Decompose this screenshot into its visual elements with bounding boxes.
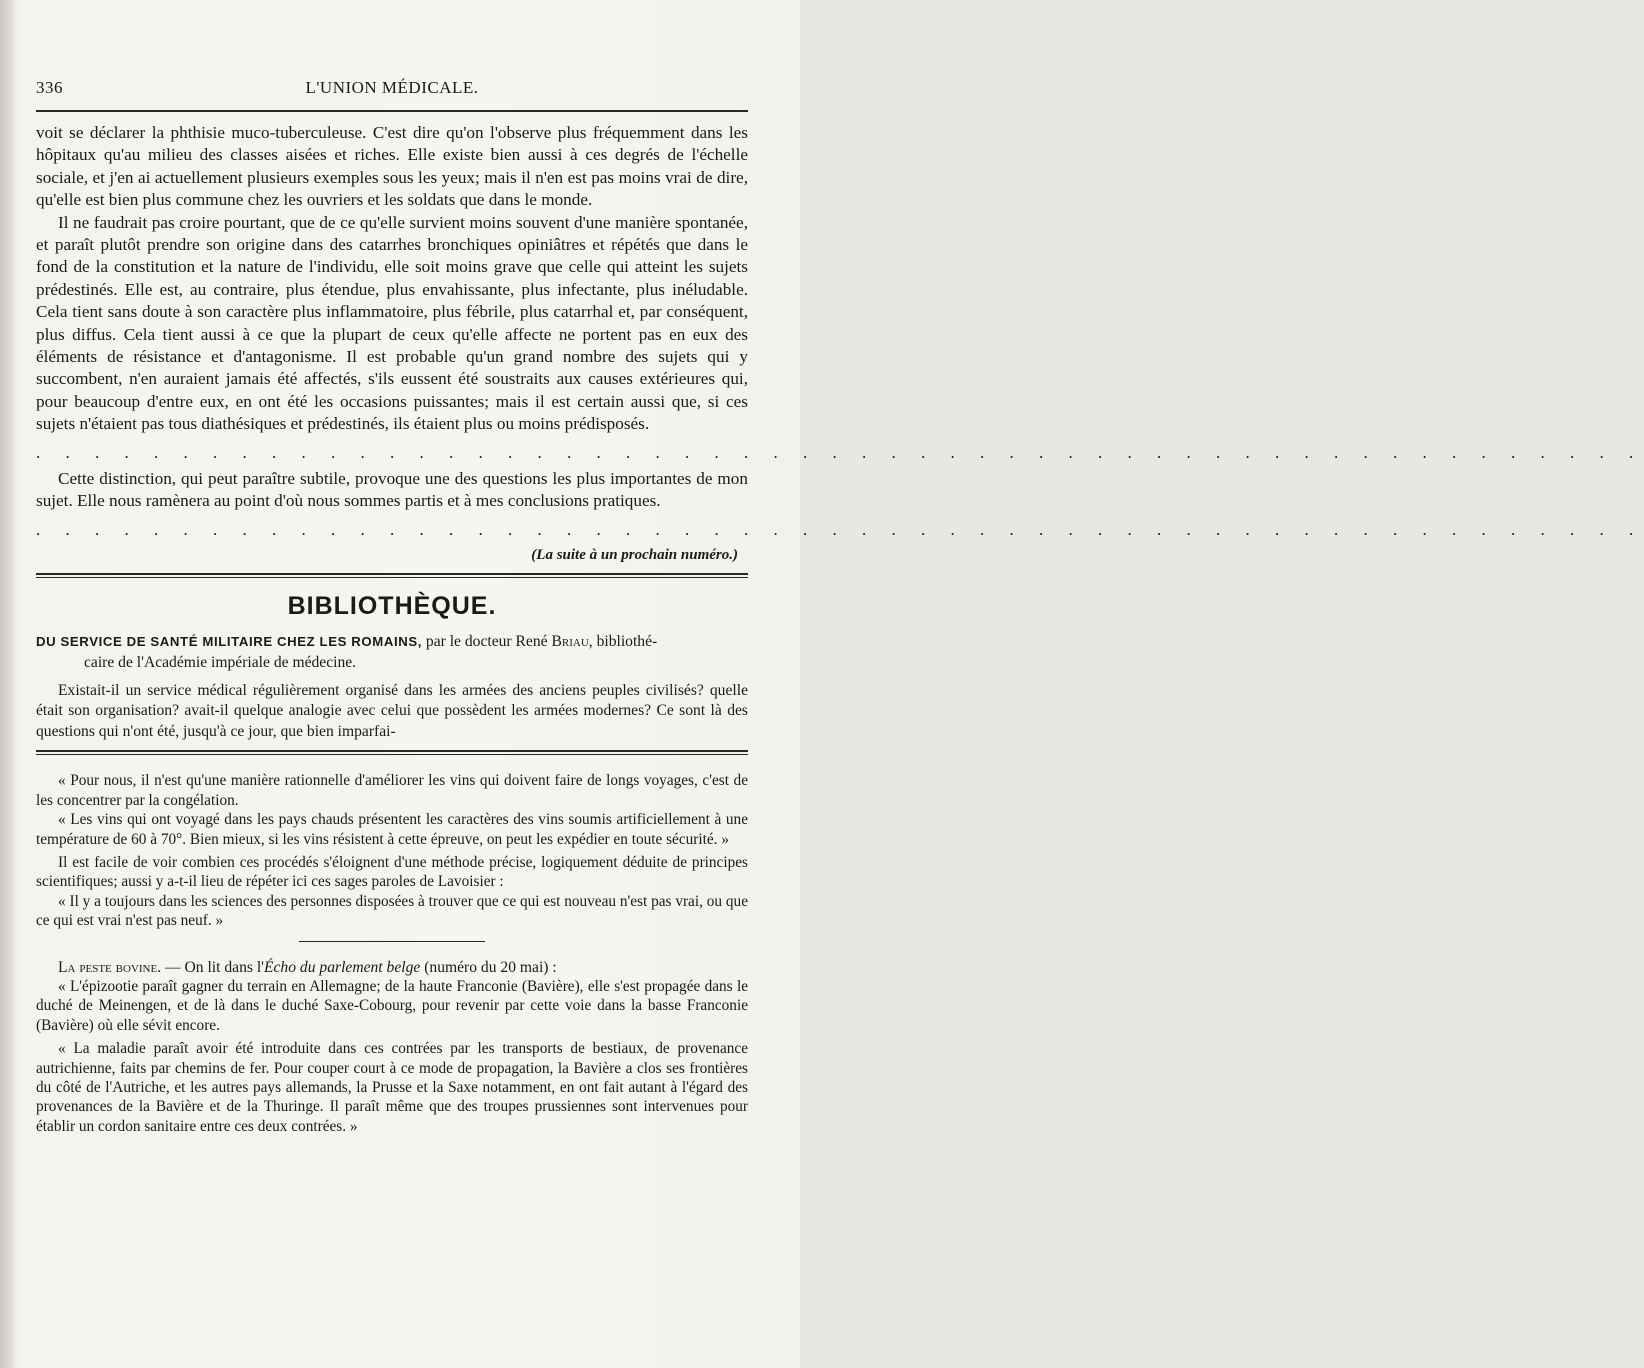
book-author-role-1: , bibliothé- <box>588 632 658 650</box>
ellipsis-dots-1: . . . . . . . . . . . . . . . . . . . . . . . . . . . . . . . . . . . . . . . . . . . . . . . . . . . . . . . <box>36 442 1644 462</box>
vins-paragraph-4: « Il y a toujours dans les sciences des personnes disposées à trouver que ce qui est nouveau n'est pas vrai, ou que ce qui est vrai n'est pas neuf. » <box>36 892 748 930</box>
page-content <box>36 74 1644 1136</box>
book-entry <box>36 631 748 652</box>
book-spine-shadow <box>0 0 14 1368</box>
ellipsis-dots-2: . . . . . . . . . . . . . . . . . . . . . . . . . . . . . . . . . . . . . . . . . . . . . . . . . . . . . . . <box>36 519 1644 539</box>
book-title: DU SERVICE DE SANTÉ MILITAIRE CHEZ LES ROMAINS, <box>36 633 422 649</box>
header-rule <box>36 110 748 112</box>
section-rule <box>36 573 748 578</box>
peste-lead-end: (numéro du 20 mai) : <box>420 958 557 976</box>
article-paragraph-2: Il ne faudrait pas croire pourtant, que de ce qu'elle survient moins souvent d'une manière spontanée, et paraît plutôt prendre son origine dans des catarrhes bronchiques opiniâtres et répétés que dans le fond de la constitution et la nature de l'individu, elle soit moins grave que celle qui atteint les sujets prédestinés. Elle est, au contraire, plus étendue, plus envahissante, plus infectante, plus inéludable. Cela tient sans doute à son caractère plus inflammatoire, plus fébrile, plus catarrhal et, par conséquent, plus diffus. Cela tient aussi à ce que la plupart de ceux qu'elle affecte ne portent pas en eux des éléments de résistance et d'antagonisme. Il est probable qu'un grand nombre des sujets qui y succombent, n'en auraient jamais été affectés, s'ils eussent été soustraits aux causes extérieures qui, pour beaucoup d'entre eux, en ont été les occasions puissantes; mais il est certain aussi que, si ces sujets n'étaient pas tous diathésiques et prédestinés, ils étaient plus ou moins prédisposés. <box>36 212 748 434</box>
section-title-bibliotheque: BIBLIOTHÈQUE. <box>287 591 497 620</box>
page-number: 336 <box>36 78 63 97</box>
feuilleton-rule <box>36 750 748 755</box>
vins-paragraph-1: « Pour nous, il n'est qu'une manière rationnelle d'améliorer les vins qui doivent faire de longs voyages, c'est de les concentrer par la congélation. <box>36 772 748 809</box>
to-be-continued: (La suite à un prochain numéro.) <box>531 546 738 563</box>
article-paragraph-3: Cette distinction, qui peut paraître subtile, provoque une des questions les plus importantes de mon sujet. Elle nous ramènera au point d'où nous sommes partis et à mes conclusions pratiques. <box>36 468 748 511</box>
bibliotheque-paragraph: Existait-il un service médical régulièrement organisé dans les armées des anciens peuples civilisés? quelle était son organisation? avait-il quelque analogie avec celui que possèdent les armées modernes? Ce sont là des questions qui n'ont été, jusqu'à ce jour, que bien imparfai- <box>36 681 748 740</box>
running-header <box>36 74 748 102</box>
peste-paragraph-2: « La maladie paraît avoir été introduite dans ces contrées par les transports de bestiaux, de provenance autrichienne, faits par chemins de fer. Pour couper court à ce mode de propagation, la Bavière a clos ses frontières du côté de l'Autriche, et les autres pays allemands, la Prusse et la Saxe notamment, en ont fait autant à l'égard des provenances de la Bavière et de la Thuringe. Il paraît même que des troupes prussiennes sont intervenues pour établir un cordon sanitaire entre ces deux contrées. » <box>36 1040 748 1135</box>
peste-paragraph-1: « L'épizootie paraît gagner du terrain en Allemagne; de la haute Franconie (Bavière), elle s'est propagée dans le duché de Meinengen, et de là dans le duché Saxe-Cobourg, pour revenir par cette voie dans la basse Franconie (Bavière) où elle sévit encore. <box>36 977 748 1034</box>
vins-paragraph-2: « Les vins qui ont voyagé dans les pays chauds présentent les caractères des vins soumis artificiellement à une température de 60 à 70°. Bien mieux, si les vins résistent à cette épreuve, on peut les expédier en toute sécurité. » <box>36 811 748 848</box>
book-author-role-2: caire de l'Académie impériale de médecine. <box>84 653 357 671</box>
peste-lead-caps: La peste bovine. <box>58 958 162 976</box>
article-paragraph-1: voit se déclarer la phthisie muco-tuberculeuse. C'est dire qu'on l'observe plus fréquemment dans les hôpitaux qu'au milieu des classes aisées et riches. Elle existe bien aussi à ces degrés de l'échelle sociale, et j'en ai actuellement plusieurs exemples sous les yeux; mais il n'en est pas moins vrai de dire, qu'elle est bien plus commune chez les ouvriers et les soldats que dans le monde. <box>36 123 748 210</box>
book-by: par le docteur René <box>425 632 548 650</box>
peste-lead <box>36 958 748 977</box>
running-title: L'UNION MÉDICALE. <box>305 78 479 97</box>
book-author: Briau <box>551 632 589 650</box>
peste-journal: Écho du parlement belge <box>263 958 421 976</box>
separator-short-rule <box>299 941 485 942</box>
vins-paragraph-3: Il est facile de voir combien ces procédés s'éloignent d'une méthode précise, logiquement déduite de principes scientifiques; aussi y a-t-il lieu de répéter ici ces sages paroles de Lavoisier : <box>36 853 748 891</box>
peste-lead-rest: — On lit dans l' <box>161 958 264 976</box>
